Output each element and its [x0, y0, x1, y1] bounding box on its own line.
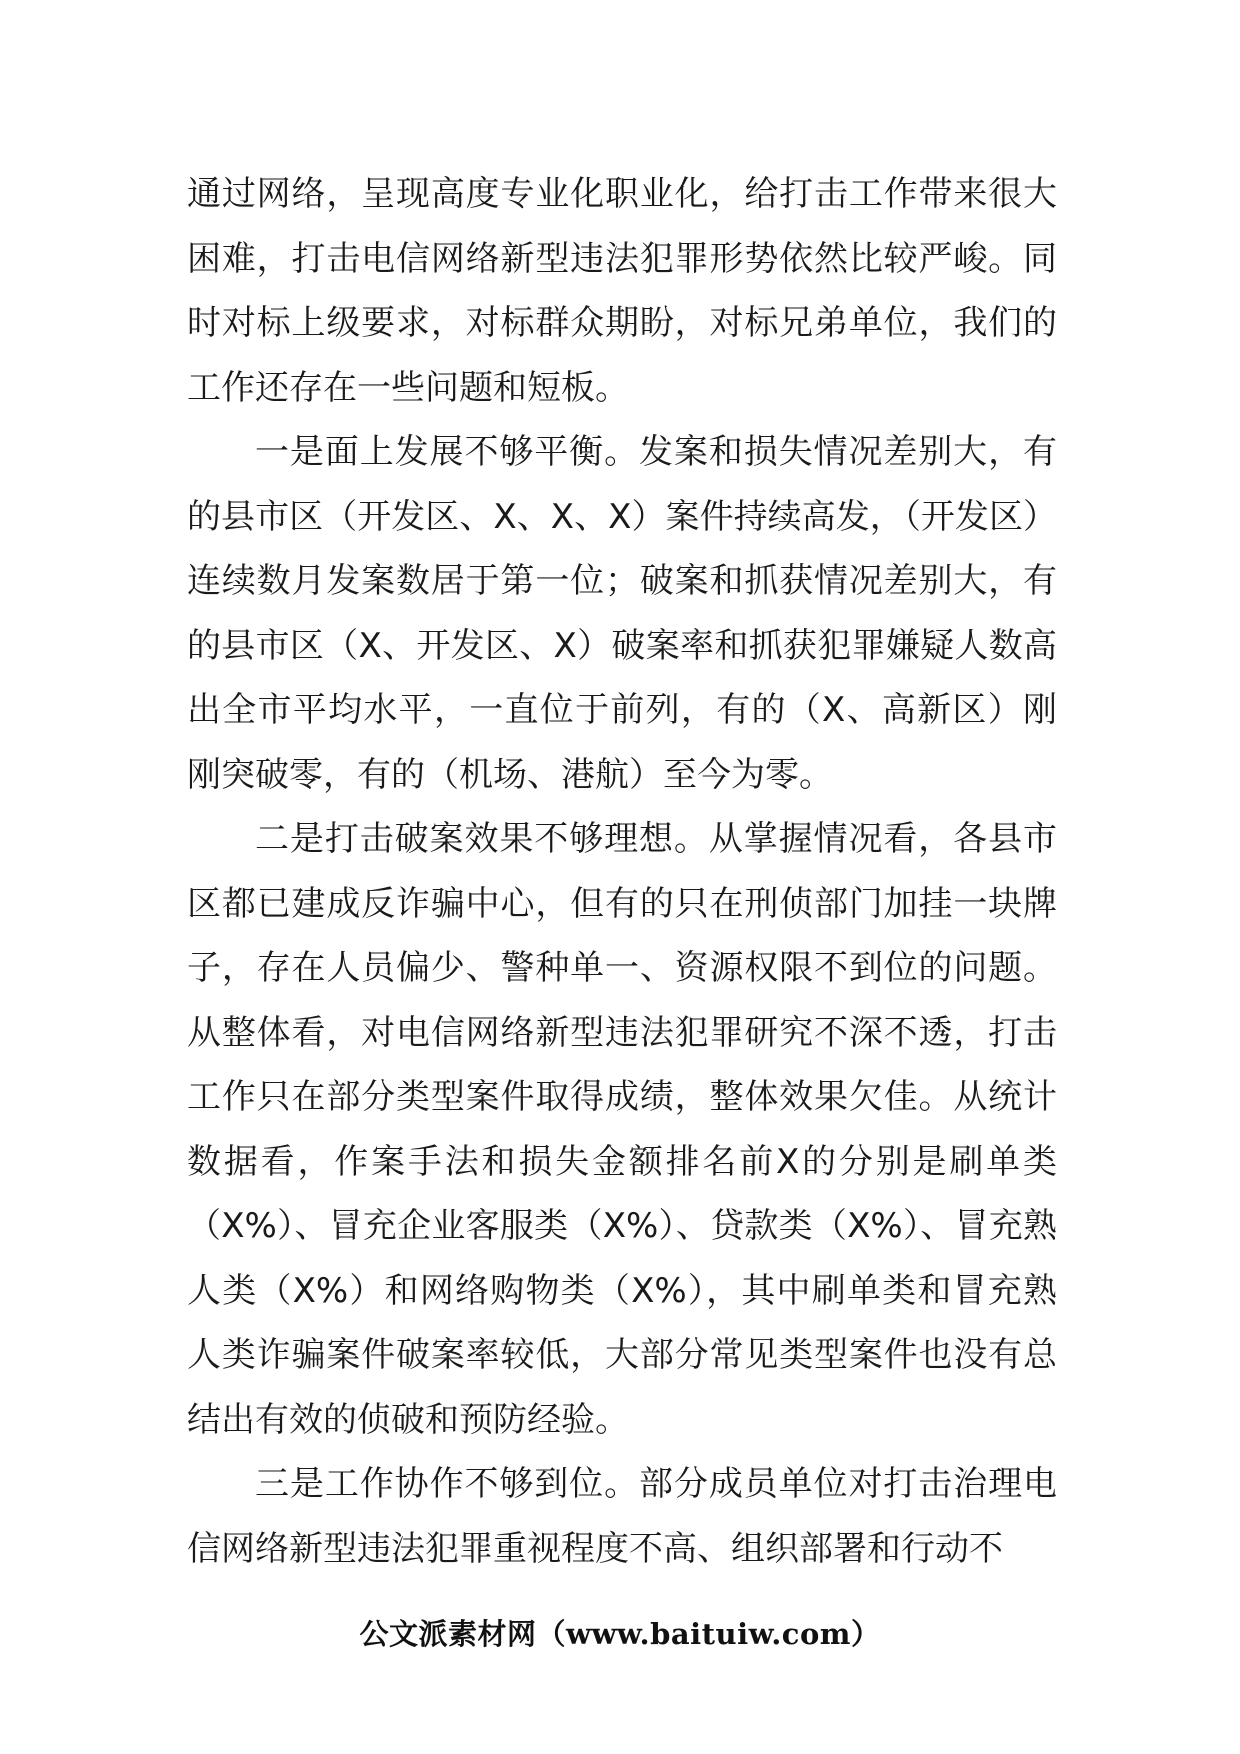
paragraph-point-three: 三是工作协作不够到位。部分成员单位对打击治理电信网络新型违法犯罪重视程度不高、组织部署和行动不 [187, 1464, 1057, 1569]
paragraph-point-one: 一是面上发展不够平衡。发案和损失情况差别大，有的县市区（开发区、X、X、X）案件持续高发，（开发区）连续数月发案数居于第一位；破案和抓获情况差别大，有的县市区（X、开发区、X）破案率和抓获犯罪嫌疑人数高出全市平均水平，一直位于前列，有的（X、高新区）刚刚突破零，有的（机场、港航）至今为零。 [187, 432, 1057, 795]
paragraph-continuation: 通过网络，呈现高度专业化职业化，给打击工作带来很大困难，打击电信网络新型违法犯罪形势依然比较严峻。同时对标上级要求，对标群众期盼，对标兄弟单位，我们的工作还存在一些问题和短板。 [187, 174, 1057, 408]
footer-watermark: 公文派素材网（www.baituiw.com） [359, 1617, 881, 1651]
document-body [187, 162, 1057, 1581]
paragraph-point-two: 二是打击破案效果不够理想。从掌握情况看，各县市区都已建成反诈骗中心，但有的只在刑侦部门加挂一块牌子，存在人员偏少、警种单一、资源权限不到位的问题。从整体看，对电信网络新型违法犯罪研究不深不透，打击工作只在部分类型案件取得成绩，整体效果欠佳。从统计数据看，作案手法和损失金额排名前X的分别是刷单类（X%）、冒充企业客服类（X%）、贷款类（X%）、冒充熟人类（X%）和网络购物类（X%），其中刷单类和冒充熟人类诈骗案件破案率较低，大部分常见类型案件也没有总结出有效的侦破和预防经验。 [187, 819, 1057, 1440]
